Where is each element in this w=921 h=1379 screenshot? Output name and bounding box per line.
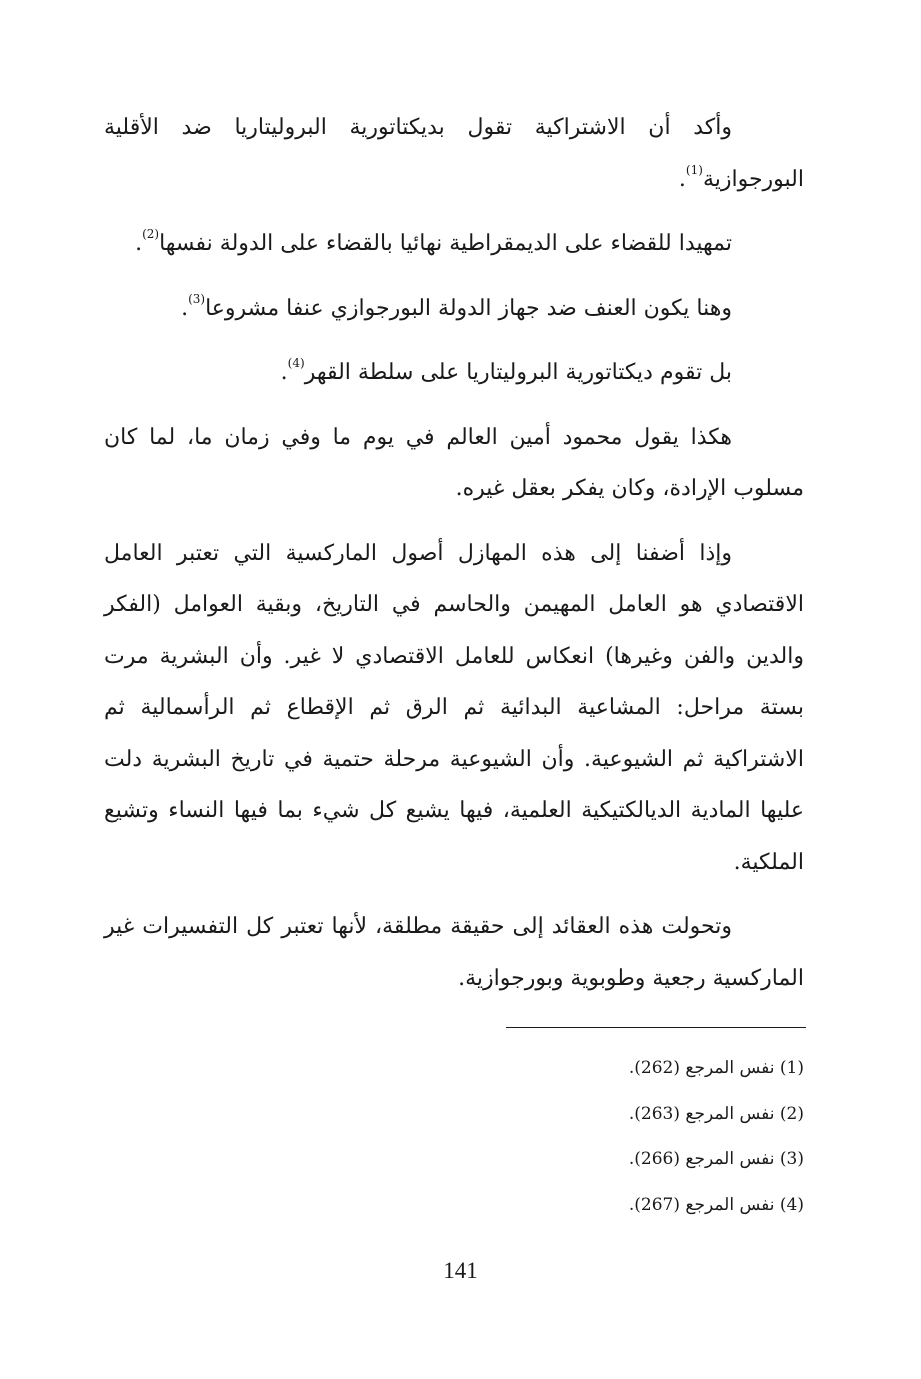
footnote-ref: (1) <box>685 162 703 177</box>
body-text <box>104 102 804 1017</box>
paragraph-text: بل تقوم ديكتاتورية البروليتاريا على سلطة القهر <box>304 360 732 385</box>
footnote: (4) نفس المرجع (267). <box>628 1194 804 1215</box>
footnote-ref: (3) <box>188 291 206 306</box>
footnote-ref: (2) <box>142 227 160 241</box>
footnote-ref: (4) <box>287 356 305 370</box>
paragraph-end: . <box>280 360 288 385</box>
paragraph: هكذا يقول محمود أمين العالم في يوم ما وفي زمان ما، لما كان مسلوب الإرادة، وكان يفكر بعقل غيره. <box>104 424 804 501</box>
footnote-separator <box>506 1027 806 1028</box>
paragraph-text: تمهيدا للقضاء على الديمقراطية نهائيا بالقضاء على الدولة نفسها <box>159 231 732 256</box>
paragraph-end: . <box>678 166 686 192</box>
paragraph <box>104 347 804 399</box>
footnote: (2) نفس المرجع (263). <box>628 1103 804 1124</box>
footnote: (3) نفس المرجع (266). <box>628 1149 804 1169</box>
footnote: (1) نفس المرجع (262). <box>628 1058 804 1078</box>
paragraph-text: وهنا يكون العنف ضد جهاز الدولة البورجوازي عنفا مشروعا <box>205 295 732 321</box>
paragraph <box>104 102 804 205</box>
footnotes <box>104 1046 804 1228</box>
paragraph: وإذا أضفنا إلى هذه المهازل أصول الماركسية التي تعتبر العامل الاقتصادي هو العامل المهيمن والحاسم في التاريخ، وبقية العوامل (الفكر والدين والفن وغيرها) انعكاس للعامل الاقتصادي لا غير. وأن البشرية مرت بستة مراحل: المشاعية البدائية ثم الرق ثم الإقطاع ثم الرأسمالية ثم الاشتراكية ثم الشيوعية. وأن الشيوعية مرحلة حتمية في تاريخ البشرية دلت عليها المادية الديالكتيكية العلمية، فيها يشيع كل شيء بما فيها النساء وتشيع الملكية. <box>104 540 804 875</box>
page-number: 141 <box>443 1258 478 1283</box>
paragraph-end: . <box>135 231 143 256</box>
paragraph-end: . <box>181 295 189 321</box>
paragraph-text: وأكد أن الاشتراكية تقول بديكتاتورية البروليتاريا ضد الأقلية البورجوازية <box>104 115 804 192</box>
paragraph: وتحولت هذه العقائد إلى حقيقة مطلقة، لأنها تعتبر كل التفسيرات غير الماركسية رجعية وطوبوية وبورجوازية. <box>104 914 804 991</box>
paragraph <box>104 218 804 270</box>
paragraph <box>104 283 804 335</box>
